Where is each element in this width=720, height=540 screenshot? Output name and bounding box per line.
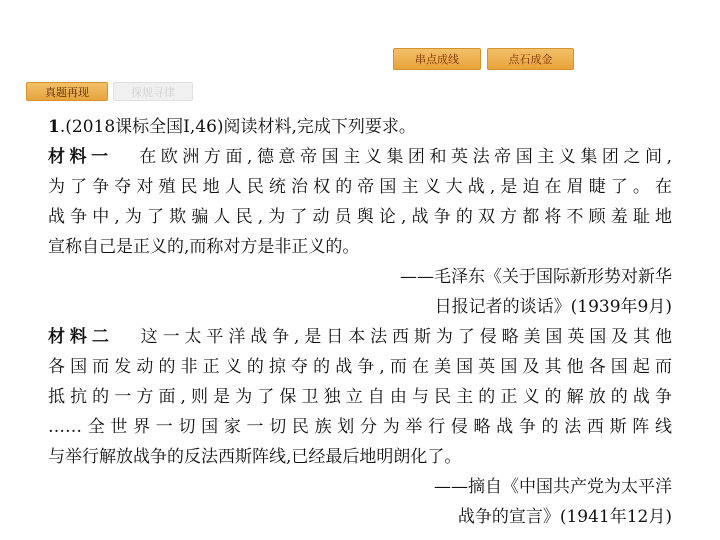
material1-citation: ——毛泽东《关于国际新形势对新华 xyxy=(400,267,672,287)
question-content xyxy=(48,112,672,532)
material1-line: 战争中,为了欺骗人民,为了动员舆论,战争的双方都将不顾羞耻地 xyxy=(48,207,672,227)
material1-line: 为了争夺对殖民地人民统治权的帝国主义大战,是迫在眉睫了。在 xyxy=(48,177,672,197)
tab-chuandian-chengxian[interactable]: 串点成线 xyxy=(393,48,481,70)
material2-citation: 战争的宣言》(1941年12月) xyxy=(457,507,672,527)
question-number: 1 xyxy=(48,117,60,137)
material2-label: 材料二 xyxy=(48,327,114,347)
material1-citation: 日报记者的谈话》(1939年9月) xyxy=(434,297,672,317)
question-header xyxy=(48,112,672,142)
material2-text: 这一太平洋战争,是日本法西斯为了侵略美国英国及其他 xyxy=(135,327,673,347)
tab-zhenti-zaixian[interactable]: 真题再现 xyxy=(26,82,108,101)
material1-line: 宣称自己是正义的,而称对方是非正义的。 xyxy=(48,237,360,257)
material2-citation: ——摘自《中国共产党为太平洋 xyxy=(434,477,672,497)
material2-line: ……全世界一切国家一切民族划分为举行侵略战争的法西斯阵线 xyxy=(48,417,672,437)
material1-label: 材料一 xyxy=(48,147,113,167)
question-source: .(2018课标全国Ⅰ,46)阅读材料,完成下列要求。 xyxy=(59,117,416,137)
material2-line: 各国而发动的非正义的掠夺的战争,而在美国英国及其他各国起而 xyxy=(48,357,672,377)
material2-line xyxy=(48,322,672,352)
material2-line: 与举行解放战争的反法西斯阵线,已经最后地明朗化了。 xyxy=(48,447,462,467)
tab-dianshi-chengjin[interactable]: 点石成金 xyxy=(487,48,574,70)
tab-tangui-xunlv[interactable]: 探规寻律 xyxy=(113,82,193,101)
material1-line xyxy=(48,142,672,172)
material2-line: 抵抗的一方面,则是为了保卫独立自由与民主的正义的解放的战争 xyxy=(48,387,672,407)
material1-text: 在欧洲方面,德意帝国主义集团和英法帝国主义集团之间, xyxy=(134,147,673,167)
